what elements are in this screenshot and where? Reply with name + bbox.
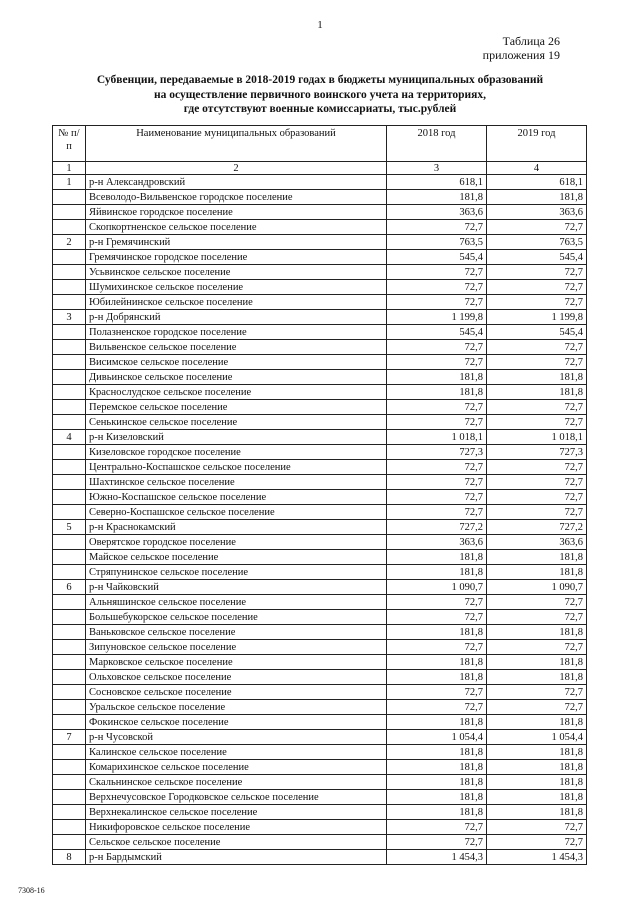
reference-line: приложения 19	[482, 48, 560, 62]
value-2018: 727,2	[387, 520, 487, 535]
row-number	[53, 475, 86, 490]
table-row	[53, 535, 587, 550]
header-row	[53, 126, 587, 162]
table-row	[53, 775, 587, 790]
municipality-name: Никифоровское сельское поселение	[86, 820, 387, 835]
row-number: 7	[53, 730, 86, 745]
value-2019: 1 199,8	[487, 310, 587, 325]
value-2019: 72,7	[487, 685, 587, 700]
table-row	[53, 190, 587, 205]
value-2018: 72,7	[387, 475, 487, 490]
value-2019: 72,7	[487, 490, 587, 505]
value-2018: 1 199,8	[387, 310, 487, 325]
row-number	[53, 325, 86, 340]
table-row	[53, 280, 587, 295]
table-row	[53, 595, 587, 610]
row-number	[53, 685, 86, 700]
municipality-name: Стряпунинское сельское поселение	[86, 565, 387, 580]
table-row	[53, 430, 587, 445]
header-2018: 2018 год	[387, 126, 487, 162]
table-row	[53, 340, 587, 355]
footer-code: 7308-16	[18, 886, 45, 895]
value-2018: 72,7	[387, 415, 487, 430]
value-2018: 181,8	[387, 370, 487, 385]
value-2019: 72,7	[487, 505, 587, 520]
title-line: где отсутствуют военные комиссариаты, тыс.рублей	[183, 103, 457, 115]
value-2018: 72,7	[387, 835, 487, 850]
table-row	[53, 175, 587, 190]
value-2018: 181,8	[387, 775, 487, 790]
municipality-name: Альняшинское сельское поселение	[86, 595, 387, 610]
municipality-name: Верхнекалинское сельское поселение	[86, 805, 387, 820]
value-2019: 72,7	[487, 280, 587, 295]
table-row	[53, 295, 587, 310]
municipality-name: р-н Бардымский	[86, 850, 387, 865]
municipality-name: Полазненское городское поселение	[86, 325, 387, 340]
row-number	[53, 505, 86, 520]
value-2019: 72,7	[487, 835, 587, 850]
municipality-name: Скопкортненское сельское поселение	[86, 220, 387, 235]
value-2018: 72,7	[387, 700, 487, 715]
table-row	[53, 820, 587, 835]
row-number	[53, 205, 86, 220]
row-number: 3	[53, 310, 86, 325]
table-row	[53, 505, 587, 520]
municipality-name: р-н Александровский	[86, 175, 387, 190]
municipality-name: Юбилейнинское сельское поселение	[86, 295, 387, 310]
table-row	[53, 385, 587, 400]
value-2019: 72,7	[487, 700, 587, 715]
municipality-name: р-н Чайковский	[86, 580, 387, 595]
value-2018: 181,8	[387, 745, 487, 760]
municipality-name: Сосновское сельское поселение	[86, 685, 387, 700]
value-2019: 181,8	[487, 805, 587, 820]
value-2019: 72,7	[487, 265, 587, 280]
value-2018: 72,7	[387, 490, 487, 505]
value-2018: 618,1	[387, 175, 487, 190]
row-number	[53, 190, 86, 205]
value-2019: 181,8	[487, 625, 587, 640]
municipality-name: р-н Краснокамский	[86, 520, 387, 535]
value-2019: 1 454,3	[487, 850, 587, 865]
row-number	[53, 790, 86, 805]
table-row	[53, 205, 587, 220]
value-2019: 72,7	[487, 820, 587, 835]
value-2018: 181,8	[387, 385, 487, 400]
row-number	[53, 565, 86, 580]
value-2019: 181,8	[487, 670, 587, 685]
row-number	[53, 820, 86, 835]
row-number	[53, 610, 86, 625]
value-2018: 181,8	[387, 715, 487, 730]
municipality-name: Сельское сельское поселение	[86, 835, 387, 850]
document-title	[40, 73, 600, 117]
table-row	[53, 655, 587, 670]
value-2019: 181,8	[487, 790, 587, 805]
municipality-name: Всеволодо-Вильвенское городское поселение	[86, 190, 387, 205]
value-2018: 181,8	[387, 565, 487, 580]
table-row	[53, 400, 587, 415]
row-number: 2	[53, 235, 86, 250]
value-2019: 618,1	[487, 175, 587, 190]
header-name: Наименование муниципальных образований	[86, 126, 387, 162]
value-2019: 72,7	[487, 460, 587, 475]
value-2019: 181,8	[487, 565, 587, 580]
table-row	[53, 370, 587, 385]
table-row	[53, 610, 587, 625]
value-2018: 72,7	[387, 610, 487, 625]
municipality-name: Скальнинское сельское поселение	[86, 775, 387, 790]
value-2019: 545,4	[487, 325, 587, 340]
value-2018: 72,7	[387, 595, 487, 610]
value-2018: 1 018,1	[387, 430, 487, 445]
table-row	[53, 760, 587, 775]
municipality-name: р-н Чусовской	[86, 730, 387, 745]
value-2018: 72,7	[387, 820, 487, 835]
municipality-name: Шумихинское сельское поселение	[86, 280, 387, 295]
row-number	[53, 715, 86, 730]
row-number	[53, 265, 86, 280]
municipality-name: Южно-Коспашское сельское поселение	[86, 490, 387, 505]
value-2019: 72,7	[487, 400, 587, 415]
row-number	[53, 805, 86, 820]
value-2018: 181,8	[387, 655, 487, 670]
table-row	[53, 730, 587, 745]
value-2019: 72,7	[487, 340, 587, 355]
value-2019: 72,7	[487, 475, 587, 490]
row-number	[53, 640, 86, 655]
municipality-name: Кизеловское городское поселение	[86, 445, 387, 460]
row-number	[53, 745, 86, 760]
municipality-name: Перемское сельское поселение	[86, 400, 387, 415]
row-number	[53, 760, 86, 775]
row-number	[53, 595, 86, 610]
table-row	[53, 250, 587, 265]
value-2018: 1 054,4	[387, 730, 487, 745]
municipality-name: Калинское сельское поселение	[86, 745, 387, 760]
value-2019: 72,7	[487, 595, 587, 610]
column-index: 4	[487, 162, 587, 175]
table-row	[53, 580, 587, 595]
value-2019: 545,4	[487, 250, 587, 265]
row-number	[53, 415, 86, 430]
value-2018: 181,8	[387, 805, 487, 820]
value-2018: 72,7	[387, 460, 487, 475]
table-body	[53, 175, 587, 865]
table-row	[53, 220, 587, 235]
municipality-name: Усьвинское сельское поселение	[86, 265, 387, 280]
table-row	[53, 325, 587, 340]
value-2018: 181,8	[387, 550, 487, 565]
value-2019: 727,2	[487, 520, 587, 535]
table-row	[53, 550, 587, 565]
header-number: № п/п	[53, 126, 86, 162]
table-row	[53, 460, 587, 475]
table-row	[53, 715, 587, 730]
value-2019: 181,8	[487, 715, 587, 730]
value-2018: 72,7	[387, 685, 487, 700]
municipality-name: р-н Гремячинский	[86, 235, 387, 250]
row-number	[53, 550, 86, 565]
value-2018: 181,8	[387, 790, 487, 805]
value-2019: 72,7	[487, 220, 587, 235]
value-2019: 727,3	[487, 445, 587, 460]
value-2019: 181,8	[487, 760, 587, 775]
municipality-name: Большебукорское сельское поселение	[86, 610, 387, 625]
row-number	[53, 490, 86, 505]
table-row	[53, 265, 587, 280]
value-2019: 181,8	[487, 550, 587, 565]
table-row	[53, 670, 587, 685]
value-2018: 72,7	[387, 355, 487, 370]
value-2019: 181,8	[487, 190, 587, 205]
municipality-name: Северно-Коспашское сельское поселение	[86, 505, 387, 520]
municipality-name: Вильвенское сельское поселение	[86, 340, 387, 355]
row-number: 5	[53, 520, 86, 535]
row-number: 6	[53, 580, 86, 595]
value-2018: 181,8	[387, 190, 487, 205]
page-number: 1	[317, 19, 323, 31]
row-number	[53, 280, 86, 295]
municipality-name: Майское сельское поселение	[86, 550, 387, 565]
row-number	[53, 355, 86, 370]
value-2018: 72,7	[387, 220, 487, 235]
value-2019: 763,5	[487, 235, 587, 250]
value-2018: 181,8	[387, 670, 487, 685]
table-row	[53, 805, 587, 820]
municipality-name: Краснослудское сельское поселение	[86, 385, 387, 400]
municipality-name: Висимское сельское поселение	[86, 355, 387, 370]
value-2019: 72,7	[487, 415, 587, 430]
row-number	[53, 655, 86, 670]
table-row	[53, 355, 587, 370]
value-2019: 181,8	[487, 655, 587, 670]
table-row	[53, 790, 587, 805]
table-row	[53, 415, 587, 430]
title-line: на осуществление первичного воинского учета на территориях,	[154, 88, 486, 101]
column-index: 1	[53, 162, 86, 175]
table-row	[53, 625, 587, 640]
table-row	[53, 520, 587, 535]
value-2019: 72,7	[487, 355, 587, 370]
municipality-name: Зипуновское сельское поселение	[86, 640, 387, 655]
municipality-name: Ваньковское сельское поселение	[86, 625, 387, 640]
value-2019: 181,8	[487, 775, 587, 790]
table-row	[53, 835, 587, 850]
value-2018: 72,7	[387, 295, 487, 310]
value-2019: 181,8	[487, 745, 587, 760]
column-index: 2	[86, 162, 387, 175]
row-number	[53, 445, 86, 460]
value-2019: 72,7	[487, 640, 587, 655]
value-2018: 363,6	[387, 205, 487, 220]
table-row	[53, 445, 587, 460]
row-number: 4	[53, 430, 86, 445]
municipality-name: Шахтинское сельское поселение	[86, 475, 387, 490]
value-2018: 72,7	[387, 400, 487, 415]
municipality-name: Верхнечусовское Городковское сельское поселение	[86, 790, 387, 805]
value-2018: 72,7	[387, 265, 487, 280]
value-2019: 72,7	[487, 610, 587, 625]
table-row	[53, 850, 587, 865]
row-number	[53, 460, 86, 475]
municipality-name: р-н Кизеловский	[86, 430, 387, 445]
table-row	[53, 640, 587, 655]
value-2019: 1 054,4	[487, 730, 587, 745]
value-2018: 181,8	[387, 625, 487, 640]
title-line: Субвенции, передаваемые в 2018-2019 годах в бюджеты муниципальных образований	[96, 74, 544, 86]
table-row	[53, 685, 587, 700]
table-row	[53, 700, 587, 715]
value-2019: 72,7	[487, 295, 587, 310]
row-number	[53, 340, 86, 355]
row-number	[53, 220, 86, 235]
table-row	[53, 745, 587, 760]
row-number	[53, 400, 86, 415]
municipality-name: р-н Добрянский	[86, 310, 387, 325]
municipality-name: Уральское сельское поселение	[86, 700, 387, 715]
row-number	[53, 775, 86, 790]
table-row	[53, 235, 587, 250]
table-reference	[483, 34, 560, 62]
value-2018: 72,7	[387, 640, 487, 655]
municipality-name: Марковское сельское поселение	[86, 655, 387, 670]
value-2018: 72,7	[387, 340, 487, 355]
value-2019: 1 090,7	[487, 580, 587, 595]
value-2018: 545,4	[387, 250, 487, 265]
header-2019: 2019 год	[487, 126, 587, 162]
value-2019: 181,8	[487, 385, 587, 400]
municipality-name: Фокинское сельское поселение	[86, 715, 387, 730]
table-row	[53, 475, 587, 490]
row-number	[53, 385, 86, 400]
table-row	[53, 565, 587, 580]
row-number: 1	[53, 175, 86, 190]
value-2018: 545,4	[387, 325, 487, 340]
row-number	[53, 625, 86, 640]
value-2019: 181,8	[487, 370, 587, 385]
municipality-name: Сенькинское сельское поселение	[86, 415, 387, 430]
row-number	[53, 535, 86, 550]
column-index: 3	[387, 162, 487, 175]
municipality-name: Гремячинское городское поселение	[86, 250, 387, 265]
column-index-row	[53, 162, 587, 175]
value-2019: 363,6	[487, 205, 587, 220]
row-number	[53, 250, 86, 265]
value-2018: 72,7	[387, 280, 487, 295]
value-2019: 1 018,1	[487, 430, 587, 445]
row-number	[53, 700, 86, 715]
municipality-name: Комарихинское сельское поселение	[86, 760, 387, 775]
municipality-name: Центрально-Коспашское сельское поселение	[86, 460, 387, 475]
value-2018: 363,6	[387, 535, 487, 550]
row-number	[53, 370, 86, 385]
value-2018: 727,3	[387, 445, 487, 460]
value-2018: 181,8	[387, 760, 487, 775]
row-number	[53, 670, 86, 685]
municipality-name: Дивьинское сельское поселение	[86, 370, 387, 385]
value-2019: 363,6	[487, 535, 587, 550]
value-2018: 763,5	[387, 235, 487, 250]
municipality-name: Яйвинское городское поселение	[86, 205, 387, 220]
value-2018: 1 454,3	[387, 850, 487, 865]
municipality-name: Оверятское городское поселение	[86, 535, 387, 550]
row-number	[53, 295, 86, 310]
value-2018: 1 090,7	[387, 580, 487, 595]
row-number	[53, 835, 86, 850]
table-row	[53, 490, 587, 505]
subventions-table	[52, 125, 587, 865]
reference-line: Таблица 26	[502, 34, 560, 48]
municipality-name: Ольховское сельское поселение	[86, 670, 387, 685]
table-row	[53, 310, 587, 325]
row-number: 8	[53, 850, 86, 865]
value-2018: 72,7	[387, 505, 487, 520]
